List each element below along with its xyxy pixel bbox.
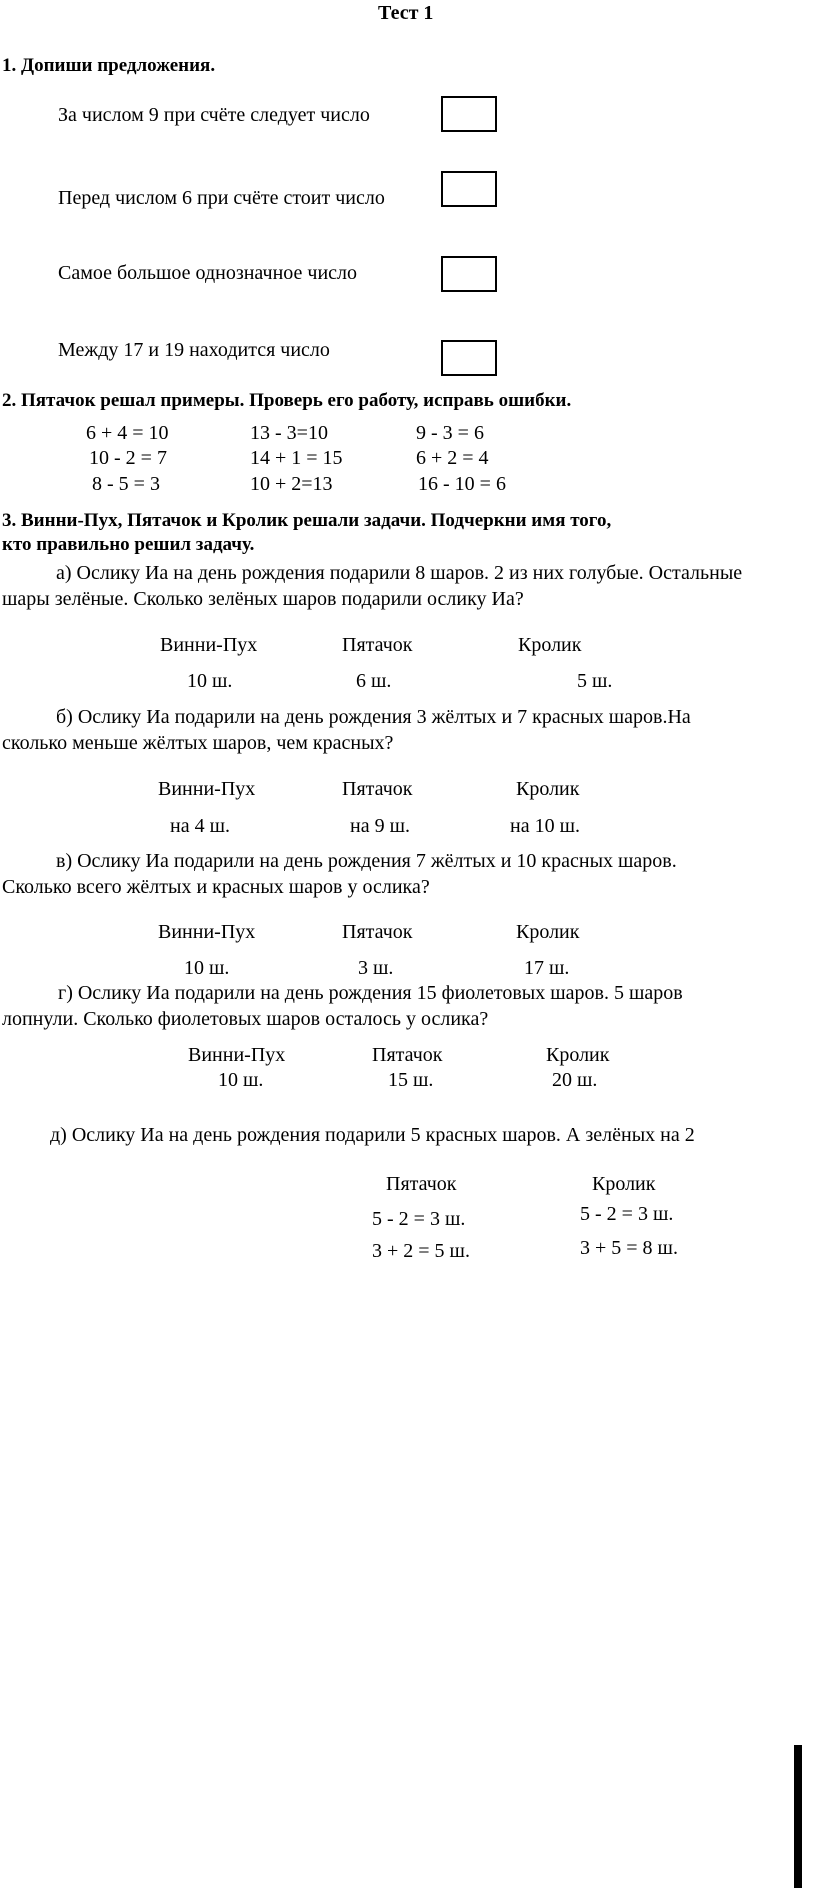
q1-answer-box-1[interactable] — [441, 96, 497, 132]
q2-example: 6 + 4 = 10 — [86, 422, 169, 444]
answer: на 9 ш. — [350, 815, 410, 837]
name-winnie[interactable]: Винни-Пух — [188, 1044, 286, 1066]
name-rabbit[interactable]: Кролик — [592, 1173, 656, 1195]
answer: 10 ш. — [187, 670, 233, 692]
name-rabbit[interactable]: Кролик — [546, 1044, 610, 1066]
name-winnie[interactable]: Винни-Пух — [160, 634, 258, 656]
name-rabbit[interactable]: Кролик — [516, 778, 580, 800]
q1-heading: 1. Допиши предложения. — [2, 55, 216, 76]
solution-line: 3 + 2 = 5 ш. — [372, 1240, 470, 1262]
q3a-text: а) Ослику Иа на день рождения подарили 8 шаров. 2 из них голубые. Остальные — [56, 562, 743, 584]
answer: 3 ш. — [358, 957, 394, 979]
answer: 6 ш. — [356, 670, 392, 692]
q1-answer-box-2[interactable] — [441, 171, 497, 207]
q3-heading: 3. Винни-Пух, Пятачок и Кролик решали задачи. Подчеркни имя того, — [2, 510, 612, 531]
name-piglet[interactable]: Пятачок — [342, 634, 413, 656]
q3a-text: шары зелёные. Сколько зелёных шаров подарили ослику Иа? — [2, 588, 524, 610]
answer: на 4 ш. — [170, 815, 230, 837]
q1-item-1: За числом 9 при счёте следует число — [58, 104, 370, 126]
q2-example: 10 - 2 = 7 — [89, 447, 167, 469]
q3b-text: б) Ослику Иа подарили на день рождения 3 жёлтых и 7 красных шаров.На — [56, 706, 691, 728]
q2-example: 16 - 10 = 6 — [418, 473, 506, 495]
name-piglet[interactable]: Пятачок — [372, 1044, 443, 1066]
answer: 10 ш. — [218, 1069, 264, 1091]
q1-item-4: Между 17 и 19 находится число — [58, 339, 330, 361]
name-piglet[interactable]: Пятачок — [342, 778, 413, 800]
solution-line: 5 - 2 = 3 ш. — [580, 1203, 674, 1225]
name-rabbit[interactable]: Кролик — [516, 921, 580, 943]
q1-answer-box-3[interactable] — [441, 256, 497, 292]
q3v-text: Сколько всего жёлтых и красных шаров у ослика? — [2, 876, 430, 898]
name-piglet[interactable]: Пятачок — [386, 1173, 457, 1195]
name-winnie[interactable]: Винни-Пух — [158, 921, 256, 943]
q2-example: 14 + 1 = 15 — [250, 447, 343, 469]
name-rabbit[interactable]: Кролик — [518, 634, 582, 656]
q2-example: 13 - 3=10 — [250, 422, 328, 444]
answer: 17 ш. — [524, 957, 570, 979]
answer: 5 ш. — [577, 670, 613, 692]
q3g-text: г) Ослику Иа подарили на день рождения 15 фиолетовых шаров. 5 шаров — [58, 982, 683, 1004]
name-winnie[interactable]: Винни-Пух — [158, 778, 256, 800]
page-edge-bar — [794, 1745, 802, 1888]
q2-heading: 2. Пятачок решал примеры. Проверь его работу, исправь ошибки. — [2, 390, 572, 411]
answer: 20 ш. — [552, 1069, 598, 1091]
q3d-text: д) Ослику Иа на день рождения подарили 5 красных шаров. А зелёных на 2 — [50, 1124, 695, 1146]
answer: 15 ш. — [388, 1069, 434, 1091]
q2-example: 8 - 5 = 3 — [92, 473, 160, 495]
page-title: Тест 1 — [378, 2, 434, 24]
q2-example: 6 + 2 = 4 — [416, 447, 489, 469]
answer: 10 ш. — [184, 957, 230, 979]
q2-example: 9 - 3 = 6 — [416, 422, 484, 444]
answer: на 10 ш. — [510, 815, 580, 837]
solution-line: 3 + 5 = 8 ш. — [580, 1237, 678, 1259]
solution-line: 5 - 2 = 3 ш. — [372, 1208, 466, 1230]
q2-example: 10 + 2=13 — [250, 473, 333, 495]
q1-answer-box-4[interactable] — [441, 340, 497, 376]
q3b-text: сколько меньше жёлтых шаров, чем красных? — [2, 732, 394, 754]
q3v-text: в) Ослику Иа подарили на день рождения 7 жёлтых и 10 красных шаров. — [56, 850, 677, 872]
q1-item-3: Самое большое однозначное число — [58, 262, 358, 284]
q3g-text: лопнули. Сколько фиолетовых шаров осталось у ослика? — [2, 1008, 489, 1030]
q1-item-2: Перед числом 6 при счёте стоит число — [58, 187, 385, 209]
q3-heading: кто правильно решил задачу. — [2, 534, 255, 555]
name-piglet[interactable]: Пятачок — [342, 921, 413, 943]
